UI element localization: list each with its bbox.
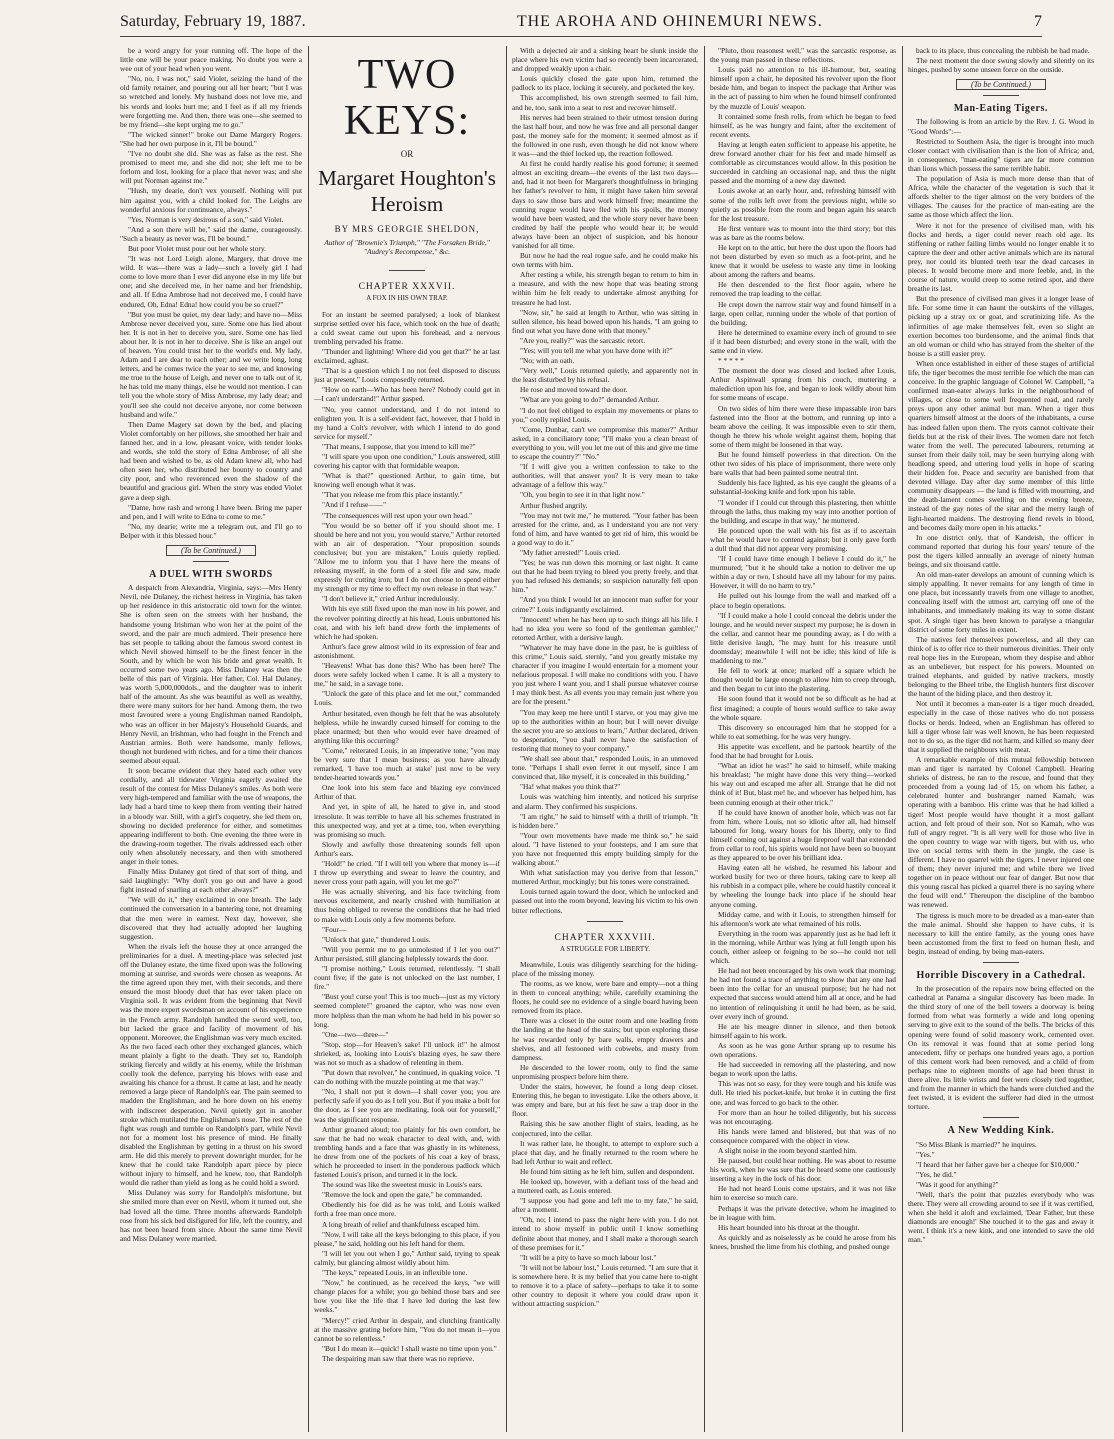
divider (983, 1117, 1019, 1118)
paragraph: "Remove the lock and open the gate," he commanded. (322, 1190, 483, 1200)
duel-heading: A DUEL WITH SWORDS (149, 569, 273, 581)
paragraph: "What are you going to do?" demanded Arthur. (520, 395, 660, 405)
paragraph: "That is a question which I no not feel disposed to discuss just at present," Louis composedly returned. (314, 366, 500, 385)
paragraph: "Yes, Norman is very desirous of a son," said Violet. (128, 214, 284, 224)
paragraph: The tigress is much more to be dreaded as a man-eater than the male animal. Should she happen to have cubs, it is necessary to kill the entire family, as the young ones have been accustomed from the first to feed on human flesh, and begin, instead of ending, by being man-eaters. (908, 910, 1094, 956)
paragraph: "Stop, stop—for Heaven's sake! I'll unlock it!" he almost shrieked, as, looking into Louis's blazing eyes, he saw there was not so much as a shadow of relenting in them. (314, 1039, 500, 1067)
column-rule (506, 46, 507, 1432)
serial-ending (908, 46, 1094, 74)
paragraph: The following is from an article by the Rev. J. G. Wood in "Good Words":— (908, 117, 1094, 136)
tigers-article (908, 117, 1094, 956)
paragraph: When once established in either of these stages of artificial life, the tiger becomes the most terrible foe which the man can conceive. In the graphic language of Colonel W. Campbell, "a confirmed man-eater always lurks in the neighbourhood of villages, or close to some well frequented road, and rarely preys upon any other animal but man. When a tiger thus quarters himself almost at the doors of the inhabitants, a curse has indeed fallen upon them. The ryots cannot cultivate their fields but at the risk of their lives. The women dare not fetch water from the well. The perecuted labourers, returning at sunset from their daily toil, may be seen hurrying along with headlong speed, and uttering loud yells in hope of scaring their hidden foe. Peace and security are banished from that devoted village. Day after day some member of this little community disappears — the land is filled with mourning, and the death-lament comes swelling on the evening breeze, instead of the gay notes of the sitar and the merry laugh of light-hearted maidens. The destroying fiend revels in blood, and becomes daily more open in his attacks." (908, 358, 1094, 532)
paragraph: "Now, sir," he said at length to Arthur, who was sitting in sullen silence, his head bowed upon his hands, "I am going to find out what you have done with that money." (512, 307, 698, 335)
paragraph: An old man-eater develops an amount of cunning which is simply appalling. It never remains for any length of time in one place, but incessantly travels from one village to another, concealing itself with the utmost art, carrying off one of the inhabitants, and immediately making its way to some distant spot. A single tiger has been known to paralyse a triangular district of some forty miles in extent. (908, 570, 1094, 634)
paragraph: "I heard that her father gave her a cheque for $10,000." (916, 1159, 1080, 1169)
paragraph: Meanwhile, Louis was diligently searching for the hiding-place of the missing money. (512, 959, 698, 978)
paragraph: The rooms, as we know, were bare and empty—not a thing in them to conceal anything; while, carefully examining the floors, he could see no evidence of a single board having been removed from its place. (512, 979, 698, 1016)
paragraph: He paused, but could hear nothing. He was about to resume his work, when he was sure that he heard some one cautiously inserting a key in the lock of his door. (710, 1156, 896, 1184)
paragraph: "You may keep me here until I starve, or you may give me up to the authorities within an hour; but I will never divulge the secret you are so anxious to learn," Arthur declared, driven to desperation, "you shall never have the satisfaction of restoring that money to your company." (512, 707, 698, 753)
paragraph: At first he could hardly realise his good fortune; it seemed almost an exciting dream—the events of the last two days—and, had it not been for Margaret's thoughtfulness in bringing her father's revolver to him, it might have taken him several days to saw those bars and work himself free; meantime the cunning rogue would have fled with his spoils, the money would have been wasted, and the whole story never have been credited by half the people who would hear it; he would always have been an object of suspicion, and his honour vanished for all time. (512, 159, 698, 250)
issue-date: Saturday, February 19, 1887. (120, 13, 306, 30)
paragraph: Were it not for the presence of civilised man, with his flocks and herds, a tiger could never reach old age. Its stiffening or rather failing limbs would no longer enable it to capture the deer and other active animals which are its natural prey, nor could its blunted teeth tear the dead carcases in pieces. It would become more and more feeble, and, in the course of nature, would creep to some retired spot, and there breathe its last. (908, 220, 1094, 294)
paragraph: "Unlock that gate," thundered Louis. (322, 934, 431, 944)
paragraph: "The keys," repeated Louis, in an inflexible tone. (322, 1268, 468, 1278)
paragraph: "Yes, he did." (916, 1169, 957, 1179)
paragraph: But now he had the real rogue safe, and he could make his own terms with him. (512, 251, 698, 270)
paragraph: He was actually shivering, and his face twitching from nervous excitement, and nearly crushed with humiliation at thus being obliged to reverse the conditions that he had tried to make with Louis only a few moments before. (314, 887, 500, 924)
paragraph: back to its place, thus concealing the rubbish he had made. (916, 46, 1090, 55)
paragraph: "Yes." (916, 1149, 935, 1159)
paragraph: With what satisfaction may you derive from that lesson," muttered Arthur, mockingly; but his tones were constrained. (512, 868, 698, 887)
page-number: 7 (1033, 13, 1042, 30)
paragraph: He fell to work at once; marked off a square which he thought would be large enough to allow him to creep through, and then began to cut into the plastering. (710, 666, 896, 694)
paragraph: If he could have known of another hole, which was not far from him, where Louis, not so idiotic after all, had himself laboured for long, weary hours for his liberty, only to find himself coming out against a huge fireproof wall that extended from cellar to roof, his spirits would not have been so buoyant as they appeared to be over his brilliant idea. (710, 807, 896, 863)
paragraph: As quickly and as noiselessly as he could he arose from his knees, brushed the lime from his clothing, and pushed ounge (710, 1232, 896, 1251)
paragraph: But poor Violet must pour out her whole story. (128, 243, 266, 253)
paragraph: "Yes; he was run down this morning or last night. It came out that he had been trying to bleed you pretty freely, and that you had refused his demands; so suspicion naturally fell upon him." (512, 558, 698, 595)
paragraph: He first venture was to mount into the third story; but this was as bare as the rooms below. (710, 223, 896, 242)
paragraph: "Now, I will take all the keys belonging to this place, if you please," he said, holding out his left hand for them. (314, 1229, 500, 1248)
paragraph: He had not heard Louis come upstairs, and it was not like him to exercise so much care. (710, 1184, 896, 1203)
paragraph: "Innocent! when he has been up to such things all his life. I had no idea you were so fond of the gentleman gambler," retorted Arthur, with a derisive laugh. (512, 614, 698, 642)
paragraph: "No; with an oath. (520, 356, 575, 366)
paragraph: For an instant he seemed paralysed; a look of blankest surprise settled over his face, which took on the hue of death; a cold sweat came out upon his forehead, and a nervous trembling pervaded his frame. (314, 309, 500, 346)
paragraph: "Heavens! What has done this? Who has been here? The doors were safely locked when I came. It is all a mystery to me," he said, in a savage tone. (314, 661, 500, 689)
paragraph: "I do not feel obliged to explain my movements or plans to you," coolly replied Louis. (512, 405, 698, 424)
paragraph: "Unlock the gate of this place and let me out," commanded Louis. (314, 689, 500, 708)
paragraph: "Well, that's the point that puzzles everybody who was there. They were all crowding around to see if it was certified, when she held it aloft and exclaimed, 'Dear Father, but these diamonds are enough!' She touched it to the gas and away it went. I think it's a new kink, and one intended to save the old man." (908, 1189, 1094, 1245)
paragraph: Arthur flushed angrily. (520, 500, 588, 510)
paragraph: Raising this he saw another flight of stairs, leading, as he conjectured, into the cellar. (512, 1119, 698, 1138)
column-4 (710, 46, 896, 1432)
story-continuation (120, 46, 302, 540)
divider (193, 561, 229, 562)
paragraph: The sound was like the sweetest music in Louis's ears. (322, 1180, 483, 1190)
paragraph: "If I could make a hole I could conceal the debris under the lounge, and he would never suspect my purpose; he is down in the cellar, and cannot hear me pounding away, as I do with a little derisive laugh, "he may hunt for his treasure until doomsday; meanwhile I will not be idle; this kind of life is maddening to me." (710, 610, 896, 666)
paragraph: * * * * * (718, 356, 744, 366)
paragraph: "And if I refuse——" (322, 500, 387, 510)
paragraph: "The consequences will rest upon your own head." (322, 510, 473, 520)
paragraph: "Dame, how rash and wrong I have been. Bring me paper and pen, and I will write to Edna to come to me." (120, 502, 302, 521)
paragraph: "It will be a pity to have so much labour lost." (520, 1252, 657, 1262)
divider (389, 270, 425, 271)
cathedral-heading: Horrible Discovery in a Cathedral. (916, 970, 1086, 981)
paragraph: "I don't believe it," cried Arthur incredulously. (322, 594, 460, 604)
paragraph: "If I could have time enough I believe I could do it," he murmured; "but it he should take a notion to deliver me up within a day or two, I should have all my labour for my pains. However, it will do no harm to try." (710, 554, 896, 591)
tigers-heading: Man-Eating Tigers. (953, 103, 1049, 115)
wedding-kink-article (908, 1140, 1094, 1245)
paragraph: "Was it good for anything?" (916, 1179, 999, 1189)
paragraph: "Thunder and lightning! Where did you get that?" he at last exclaimed, aghast. (314, 346, 500, 366)
paragraph: He looked up, however, with a defiant toss of the head and a muttered oath, as Louis entered. (512, 1176, 698, 1196)
paragraph: be a word angry for your running off. The hope of the little one will be your peace making. No doubt you were a wee out of your head when you went. (120, 46, 302, 74)
cathedral-article (908, 984, 1094, 1111)
divider (983, 95, 1019, 96)
paragraph: The moment the door was closed and locked after Louis, Arthur Aspinwall sprang from his couch, muttering a malediction upon his foe, and began to look wildly about him for some means of escape. (710, 366, 896, 403)
paragraph: The population of Asia is much more dense than that of Africa, while the character of the vegetation is such that it affords shelter to the tiger almost on the very borders of the villages. The causes for the practice of man-eating are the same as those which affect the lion. (908, 174, 1094, 220)
paragraph: And yet, in spite of all, he hated to give in, and stood irresolute. It was terrible to have all his schemes frustrated in this unexpected way, and yet at a time, too, when everything was promising so much. (314, 802, 500, 839)
divider (587, 921, 623, 922)
paragraph: He kept on to the attic, but here the dust upon the floors had not been disturbed by even so much as a foot-print, and he knew that it would be useless to waste any time in looking about among the rafters and beams. (710, 242, 896, 280)
paragraph: "Now," he continued, as he received the keys, "we will change places for a while; you go behind those bars and see how you like the life that I have led during the last few weeks." (314, 1278, 500, 1315)
paragraph: One look into his stern face and blazing eye convinced Arthur of that. (314, 783, 500, 802)
paragraph: Suddenly his face lighted, as his eye caught the gleams of a substantial-looking knife and fork upon his table. (710, 478, 896, 497)
paragraph: Having eaten all he wished, he resumed his labour and worked busily for two or three hours, taking care to keep all his rubbish in a compact pile, where he could hastily conceal it by wheeling the lounge back into place if he should hear anyone coming. (710, 863, 896, 909)
paragraph: He descended to the lower room, only to find the same unpromising prospect before him there. (512, 1062, 698, 1081)
paragraph: His appetite was excellent, and he partook heartily of the food that he had brought for Louis. (710, 741, 896, 761)
paragraph: In one district only, that of Kandeish, the officer in command reported that during his four years' tenure of the post the tigers killed annually an average of ninety human beings, and six thousand cattle. (908, 532, 1094, 569)
paragraph: With his eye still fixed upon the man now in his power, and the revolver pointing directly at his head, Louis unbuttoned his coat, and with his left hand drew forth the implements of which he had spoken. (314, 604, 500, 641)
paragraph: Midday came, and with it Louis, to strengthen himself for his afternoon's work ate what remained of his rolls. (710, 909, 896, 928)
paragraph: He found him sitting as he left him, sullen and despondent. (520, 1166, 695, 1176)
paragraph: With a dejected air and a sinking heart he slunk inside the place where his own victim had so recently been incarcerated, and dropped weakly upon a chair. (512, 46, 698, 74)
paragraph: But the presence of civilised man gives it a longer lease of life. For some time it can haunt the outskirts of the villages, picking up a stray ox or goat, and scrutinizing life. As the infirmities of age make themselves felt, even so slight an exertion becomes too burdensome, and the animal finds that an old woman or child who has strayed from the shelter of the house is a still easier prey. (908, 294, 1094, 358)
paragraph: He had succeeded in removing all the plastering, and now began to work upon the laths. (710, 1060, 896, 1079)
chapter-heading: CHAPTER XXXVII. (358, 282, 456, 293)
paragraph: He crept down the narrow stair way and found himself in a large, open cellar, running under the whole of that portion of the building. (710, 299, 896, 327)
paragraph: This accomplished, his own strength seemed to fail him, and he, too, sank into a seat to rest and recover himself. (512, 93, 698, 112)
paragraph: The next moment the door swung slowly and silently on its hinges, pushed by some unseen force on the outside. (908, 56, 1094, 75)
paragraph: "Oh, no; I intend to pass the night here with you. I do not intend to show myself in public until I know something definite about that money, and I shall make a thorough search of these premises for it." (512, 1215, 698, 1252)
paragraph: "I am right," he said to himself with a thrill of triumph. "It is hidden here." (512, 811, 698, 830)
column-5 (908, 46, 1094, 1432)
newspaper-title: THE AROHA AND OHINEMURI NEWS. (516, 13, 823, 30)
paragraph: "I wonder if I could cut through this plastering, then whittle through the laths, thus making my way into another portion of the building, and escape in that way," he muttered. (710, 497, 896, 525)
paragraph: Arthur's face grew almost wild in its expression of fear and astonishment. (314, 641, 500, 660)
paragraph: On two sides of him there were these impassable iron bars fastened into the floor at the bottom, and running up into a beam above the ceiling. It was impossible even to stir them, though he threw his whole weight against them, hoping that some of them might be loosened in that way. (710, 403, 896, 449)
paragraph: He rose and moved toward the door. (520, 385, 628, 395)
paragraph: Here he determined to examine every inch of ground to see if it had been disturbed; and every stone in the wall, with the same end in view. (710, 327, 896, 355)
serial-title: TWO KEYS: (343, 52, 471, 144)
paragraph: "And you think I would let an innocent man suffer for your crime?" Louis indignantly exclaimed. (512, 595, 698, 614)
paragraph: "Your own movements have made me think so," he said aloud. "I have listened to your footsteps, and I am sure that you have not frequented this empty building simply for the walking about." (512, 830, 698, 868)
paragraph: Louis turned again toward the door, which he unlocked and passed out into the room beyond, leaving his victim to his own bitter reflections. (512, 887, 698, 915)
paragraph: But he found himself powerless in that direction. On the other two sides of his place of imprisonment, there were only bare walls that had been painted some neutral tint. (710, 450, 896, 478)
paragraph: "But you must be quiet, my dear lady; and have no—Miss Ambrose never deceived you, sure. Some one has lied about her. It is not in her to deceive you, sure. Some one has lied about her. It is not in her to deceive. She is like an angel out of heaven. You could trust her to the world's end. My lady, Adam and I are dear to each other; and we write long, long letters, and he comes twice the year to see me, and knowing me true to the house of Leigh, and never one to talk out of it, he has told me many things, else he would not mention. I can tell you the whole story of Miss Ambrose, my lady dear; and you'll see she could not deceive anyone, nor come between husband and wife." (120, 309, 302, 419)
serial-text-chapter-38 (512, 960, 698, 1308)
paragraph: "Bust you! curse you! This is too much—just as my victory seemed complete!" groaned the captor, who was now even more helpless than the man whom he had held in his power so long. (314, 992, 500, 1029)
paragraph: A despatch from Alexandria, Virginia, says:—Mrs Henry Nevil, née Dulaney, the richest heiress in Virginia, has taken up her residence in this aristocratic old town for the winter. She is often seen on the streets with her husband, the handsome young Irishman who won her at the point of the sword, and the pair are much admired. Their presence here has set people to talking about the famous sword contest in which Nevil showed himself to be the finest fencer in the South, and by which he won his bride and great wealth. It occurred some two years ago. Miss Dulaney was then the belle of this part of Virginia. Her father, Col. Hal Dulaney, was worth 5,000,000dols., and the daughter was to inherit half of the amount. As she was beautiful as well as wealthy, there were many suitors for her hand. Among them, the two most favoured were a young Englishman named Randolph, who was an officer in her Majesty's Household Guards, and Henry Nevil, an Irishman, who had fought in the French and Austrian armies. Both were handsome, manly fellows, though not burdened with riches, and for a time their chances seemed about equal. (120, 583, 302, 765)
continued-notice: (To be Continued.) (908, 80, 1094, 89)
paragraph: It contained some fresh rolls, from which he began to feed himself, as he was hungry and faint, after the excitement of recent events. (710, 111, 896, 139)
paragraph: A remarkable example of this mutual fellowship between man and tiger is narrated by Colonel Campbell. Hearing shrieks of distress, he ran to the rescue, and found that they proceeded from a young lad of 15, on whom his father, a celebrated hunter and bushranger named Kamah, was operating with a bamboo. His crime was that he had killed a tiger! Most people would have thought it a most gallant action, and felt proud of their son. Not so Kamah, who was full of angry regret. "It is all very well for those who live in the open country to wage war with tigers, but with us, who live on social terms with them in the jungle, the case is different. I have no quarrel with the tigers. I never injured one of them; they never injured me; and while there we lived together on in peace without our fear of danger. But now that this young rascal has picked a quarrel there is no saying where the feud will end." Thereupon the discipline of the bamboo was renewed. (908, 754, 1094, 910)
column-2 (314, 46, 500, 1432)
paragraph: Having at length eaten sufficient to appease his appetite, he drew forward another chair for his feet and made himself as comfortable as circumstances would allow. In this position he succeeded in catching an occasional nap, and thus the night passed and the morning of a new day dawned. (710, 139, 896, 186)
paragraph: This was not so easy, for they were tough and his knife was dull. He tried his pocket-knife, but broke it in cutting the first one, and was forced to go back to the other. (710, 1079, 896, 1107)
serial-text-continued (512, 46, 698, 915)
column-rule (308, 46, 309, 1432)
serial-subtitle: Margaret Houghton's Heroism (318, 166, 496, 217)
paragraph: There was a closet in the outer room and one leading from the landing at the head of the stairs; but upon exploring these he was rewarded only by bare walls, empty drawers and shelves, and all festooned with cobwebs, and musty from dampness. (512, 1016, 698, 1062)
paragraph: Everything in the room was apparently just as he had left it in the morning, while Arthur was lying at full length upon his couch, either asleep or feigning to be so—he could not tell which. (710, 928, 896, 966)
column-rule (704, 46, 705, 1432)
paragraph: Louis awoke at an early hour, and, refreshing himself with some of the rolls left over from the previous night, while so quietly as possible from the room and began again his search for the lost treasure. (710, 186, 896, 223)
paragraph: "Hold!" he cried. "If I will tell you where that money is—if I throw up everything and swear to leave the country, and never cross your path again, will you let me go?" (314, 859, 500, 887)
paragraph: It soon became evident that they hated each other very cordially, and all tidewater Virginia eagerly awaited the result of the contest for Miss Dulaney's smiles. As both were very high-tempered and familiar with the use of weapons, the lady had a hard time to keep them from venting their hatred in a bloody war. Still, with a girl's coquetry, she led them on, showing no decided preference for either, and sometimes appearing indifferent to both. One evening the three were in the drawing-room together. The rivals addressed each other only when absolutely necessary, and then with smothered anger in their tones. (120, 766, 302, 866)
paragraph: "Put down that revolver," he continued, in quaking voice. "I can do nothing with the muzzle pointing at me that way." (314, 1068, 500, 1087)
paragraph: His hands were lamed and blistered, but that was of no consequence compared with the object in view. (710, 1126, 896, 1145)
paragraph: "You may not twit me," he muttered. "Your father has been arrested for the crime, and, as I understand you are not very fond of him, and have wanted to get rid of him, this would be a good way to do it." (512, 510, 698, 547)
paragraph: This discovery so encouraged him that he stopped for a while to eat something, for he was very hungry. (710, 722, 896, 741)
paragraph: Then Dame Magery sat down by the bed, and placing Violet comfortably on her pillows, she smoothed her hair and fanned her, and in a low, pleasant voice, with tender looks and words, she told the story of Edna Ambrose; of all she had been and wished to be, as old Adam knew all, who had often seen her, who distributed her bounty to country and city poor, and who reverenced even the shadow of the beautiful and gracious girl. When the story was ended Violet gave a deep sigh. (120, 419, 302, 502)
paragraph: "How on earth—Who has been here? Nobody could get in—I can't understand!" Arthur gasped. (314, 385, 500, 404)
paragraph: Restricted to Southern Asia, the tiger is brought into much closer contact with civilisation than is the lion of Africa; and, in consequence, "man-eating" tigers are far more common than lions which possess the same terrible habit. (908, 136, 1094, 173)
column-1 (120, 46, 302, 1432)
paragraph: For more than an hour he toiled diligently, but his success was not encouraging. (710, 1107, 896, 1126)
paragraph: He soon found that it would not be so difficult as he had at first imagined; a couple of hours would suffice to take away the whole square. (710, 694, 896, 722)
paragraph: "We shall see about that," responded Louis, in an unmoved tone. "Perhaps I shall even ferret it out myself, since I am convinced that, like myself, it is concealed in this building." (512, 754, 698, 782)
paragraph: He pounced upon the wall with his fist as if to ascertain what he would have to contend against; but it only gave forth a dull thud that did not appear very promising. (710, 525, 896, 553)
serial-or: OR (400, 149, 414, 159)
paragraph: As soon as he was gone Arthur sprang up to resume his own operations. (710, 1040, 896, 1060)
paragraph: "One—two—three—" (322, 1029, 389, 1039)
author-credits: Author of "Brownie's Triumph," "The Forsaken Bride," "Audrey's Recompense," &c. (324, 238, 490, 257)
chapter-heading: CHAPTER XXXVIII. (554, 932, 656, 943)
paragraph: He ate his meagre dinner in silence, and then betook himself again to his work. (710, 1021, 896, 1040)
paragraph: "Four— (322, 924, 347, 934)
paragraph: "It was not Lord Leigh alone, Margery, that drove me wild. It was—there was a lady—such a lovely girl I had come to love more than I ever did anyone else in my life but one; and she deceived me, in her name and her friendship, and all. If Edna Ambrose had not deceived me, I could have endured, Oh, Edna! Edna! how could you be so cruel?" (120, 254, 302, 309)
paragraph: Finally Miss Dulaney got tired of that sort of thing, and said laughingly: "Why don't you go out and have a good fight instead of snarling at each other always?" (120, 867, 302, 895)
paragraph: "No, no, I was not," said Violet, seizing the hand of the old family retainer, and pouring out all her heart; "but I was so wretched and lonely. My husband does not love me, and his words and looks hurt me; and I feel as if all my friends were forgetting me. And then, there was one—she seemed to be my friend—she kept urging me to go." (120, 74, 302, 129)
paragraph: After resting a while, his strength began to return to him in a measure, and with the new hope that was beating strong within him he felt ready to undertake almost anything for treasure he had lost. (512, 270, 698, 307)
paragraph: The natives feel themselves powerless, and all they can think of is to offer rice to their numerous divinities. Their only real hope lies in the European, whom they despise and abhor as an unbeliever, but respect for his powers. Mounted on trained elephants, and guided by native trackers, mostly belonging to the Bheel tribe, the English hunters first discover the haunt of the hiding place, and then destroy it. (908, 634, 1094, 699)
paragraph: "Will you permit me to go unmolested if I let you out?" Arthur persisted, still glancing helplessly towards the door. (314, 944, 500, 963)
paragraph: Louis quickly closed the gate upon him, returned the padlock to its place, locking it securely, and pocketed the key. (512, 74, 698, 93)
paragraph: Perhaps it was the private detective, whom he imagined to be in league with him. (710, 1203, 896, 1222)
paragraph: A slight noise in the room beyond startled him. (718, 1145, 857, 1155)
paragraph: Arthur groaned aloud; too plainly for his own comfort, he saw that he had no weak character to deal with, and, with trembling hands and a face that was ghastly in its whiteness, he drew from one of the pockets of his coat a key of brass, which he proceeded to insert in the ponderous padlock which fastened Louis's prison, and turned it in the lock. (314, 1124, 500, 1180)
serial-text-continued (710, 46, 896, 1251)
paragraph: "Yes; will you tell me what you have done with it?" (520, 346, 673, 355)
paragraph: "But I do mean it—quick! I shall waste no time upon you." (322, 1343, 497, 1353)
paragraph: "No, you cannot understand, and I do not intend to enlighten you. It is a self-evident fact, however, that I hold in my hand a Colt's revolver, with which I intend to do good service for myself." (314, 404, 500, 441)
paragraph: "Very well," Louis returned quietly, and apparently not in the least disturbed by his refusal. (512, 366, 698, 385)
paragraph: "And a son there will be," said the dame, courageously. "Such a beauty as never was, I'll be bound." (120, 224, 302, 243)
paragraph: Under the stairs, however, he found a long deep closet. Entering this, he began to investigate. Like the others above, it was empty and bare, but at his feet he saw a trap door in the floor. (512, 1082, 698, 1119)
paragraph: "You would be so better off if you should shoot me. I should be here and not you, you would starve," Arthur retorted with an air of desperation. "Your proposition sounds conclusive; but you are mistaken," Louis quietly replied. "Allow me to inform you that I have here the means of releasing myself, in the form of a steel file and saw, made expressly for cutting iron; but I do not choose to spend either my strength or my time to effect my own release in that way." (314, 520, 500, 594)
paragraph: "That you release me from this place instantly." (322, 490, 463, 500)
paragraph: "Mercy!" cried Arthur in despair, and clutching frantically at the massive grating before him, "You do not mean it—you cannot be so relentless." (314, 1315, 500, 1343)
paragraph: "Pluto, thou reasonest well," was the sarcastic response, as the young man passed in these reflections. (710, 46, 896, 65)
serial-text (314, 310, 500, 1363)
chapter-subtitle: A STRUGGLE FOR LIBERTY. (559, 944, 651, 953)
paragraph: "What an idiot he was!" he said to himself, while making his breakfast; "he might have done this very thing—worked his way out and escaped me after all. Strange that he did not think of it! But, blast me! he, and whoever has helped him, has been cunning enough at their other trick." (710, 761, 896, 807)
paragraph: Louis paid no attention to his ill-humour, but, seating himself upon a chair, he deposited his revolver upon the floor beside him, and began to inspect the package that Arthur was in the act of passing to him when he found himself confronted by the muzzle of Louis' weapon. (710, 65, 896, 111)
paragraph: "I will spare you upon one condition," Louis answered, still covering his captor with that formidable weapon. (314, 451, 500, 471)
paragraph: "We will do it," they exclaimed in one breath. The lady continued the conversation in a bantering tone, not dreaming that the men were in earnest. Next day, however, she discovered that they had actually adopted her laughing suggestion. (120, 895, 302, 941)
paragraph: "Oh, you begin to see it in that light now." (520, 490, 645, 500)
paragraph: "If I will give you a written confession to take to the authorities, will that answer you? It is very mean to take advantage of a fellow this way." (512, 462, 698, 490)
paragraph: "That means, I suppose, that you intend to kill me?" (322, 441, 476, 451)
paragraph: Obediently his foe did as he was told, and Louis walked forth a free man once more. (314, 1200, 500, 1219)
paragraph: "Come," reiterated Louis, in an imperative tone; "you may be very sure that I mean business; as you have already remarked, 'I have too much at stake' just now to be very tender-hearted towards you." (314, 745, 500, 783)
paragraph: "Hush, my dearie, don't vex yourself. Nothing will put him against you, with a child looked for. The Leighs are wonderful anxious for continuance, always." (120, 186, 302, 214)
paragraph: It was rather late, he thought, to attempt to explore such a place that day, and he finally returned to the room where he had left Arthur to wait and reflect. (512, 1138, 698, 1166)
paragraph: "No, my dearie; write me a telegram out, and I'll go to Belper with it this blessed hour." (120, 521, 302, 540)
paragraph: "It will not be labour lost," Louis returned. "I am sure that it is somewhere here. It is my belief that you came here to-night to remove it to a place of safety—perhaps to take it to some other country to deposit it where you could draw upon it without attracting suspicion." (512, 1262, 698, 1309)
paragraph: "I promise nothing," Louis returned, relentlessly. "I shall count five; if the gate is not unlocked on the last number, I fire." (314, 964, 500, 992)
paragraph: "I've no doubt she did. She was as false as the rest. She promised to meet me, and she did not; she left me to be forlorn and lost, looking for a place that never was; and she will put Norman against me." (120, 149, 302, 186)
paragraph: "I will let you out when I go," Arthur said, trying to speak calmly, but glancing almost wildly about him. (314, 1248, 500, 1267)
paragraph: Miss Dulaney was sorry for Randolph's misfortune, but she smiled more than ever on Nevil, whom it turned out, she had loved all the time. Three months afterwards Randolph rose from his sick bed disfigured for life, left the country, and has not been heard from since. About the same time Nevil and Miss Dulaney were married. (120, 1188, 302, 1243)
duel-article (120, 583, 302, 1243)
paragraph: "So Miss Blank is married?" he inquires. (916, 1139, 1037, 1149)
paragraph: He pulled out his lounge from the wall and marked off a place to begin operations. (710, 591, 896, 610)
paragraph: Slowly and awfully those threatening sounds fell upon Arthur's ears. (314, 839, 500, 858)
paragraph: "I suppose you had gone and left me to my fate," he said, after a moment. (512, 1196, 698, 1215)
paragraph: "My father arrested!" Louis cried. (520, 547, 621, 557)
paragraph: Louis was watching him intently, and noticed his surprise and alarm. They confirmed his suspicions. (512, 792, 698, 811)
paragraph: Not until it becomes a man-eater is a tiger much dreaded, especially in the case of those natives who do not possess flocks or herds. Indeed, when an Englishman has offered to kill a tiger whose lair was well known, he has been requested not to do so, as the tiger did not harm, and killed so many deer that it supplied the neighbours with meat. (908, 699, 1094, 754)
paragraph: "No, I shall not put it down—I shall cover you; you are perfectly safe if you do as I tell you. But if you make a bolt for the door, as I see you are meditating, look out for yourself," was the significant response. (314, 1087, 500, 1124)
paragraph: In the prosecution of the repairs now being effected on the cathedral at Panama a singular discovery has been made. In the third story of one of the bell towers a doorway is being formed from what was formerly a wide and long opening serving to give exit to the sound of the bells. The bricks of this opening were found of solid masonry work, cemented over. On its removal it was found that at some period long antecedent, fifty or perhaps one hundred years ago, a portion of this cement work had been removed, and a child of from perhaps nine to eighteen months of age had been thrust in there alive. Its little wrists and feet were closely tied together, and from the manner in which the hands were clutched and the feet twisted, it is evident the sufferer had died in the utmost torture. (908, 984, 1094, 1112)
byline: BY MRS GEORGIE SHELDON, (334, 224, 480, 235)
paragraph: His heart bounded into his throat at the thought. (718, 1222, 860, 1232)
paragraph: A long breath of relief and thankfulness escaped him. (322, 1219, 480, 1229)
chapter-subtitle: A FOX IN HIS OWN TRAP. (366, 294, 448, 303)
wedding-kink-heading: A New Wedding Kink. (947, 1125, 1055, 1137)
paragraph: "Come, Dunbar, can't we compromise this matter?" Arthur asked, in a conciliatory tone; "I'll make you a clean breast of everything to you, will you let me out of this and give me time to escape the country?" "No." (512, 424, 698, 462)
paragraph: The despairing man saw that there was no reprieve. (322, 1353, 475, 1363)
continued-notice: (To be Continued.) (120, 546, 302, 555)
paragraph: "What is that?" questioned Arthur, to gain time, but knowing well enough what it was. (314, 471, 500, 490)
column-3 (512, 46, 698, 1432)
paragraph: His nerves had been strained to their utmost tension during the last half hour, and now he was free and all personal danger past, the money safe for the moment; it seemed almost as if the followed in one rush, even though he did not know where it was—and the thief locked up, the reaction followed. (512, 112, 698, 159)
masthead (120, 8, 1042, 37)
paragraph: Arthur hesitated, even though he felt that he was absolutely helpless, while he inwardly cursed himself for coming to the place unarmed; but then who would ever have dreamed of anything like this occurring? (314, 708, 500, 745)
paragraph: "Ha! what makes you think that?" (520, 782, 621, 792)
paragraph: He had not been encouraged by his own work that morning; he had not found a trace of anything to show that any one had been into the cellar for an unusual purpose; but he had not expected that success would attend him all at once, and he had no intention of relinquishing it until he had been, as he said, over every inch of ground. (710, 966, 896, 1021)
column-rule (902, 46, 903, 1432)
paragraph: He then descended to the first floor again, where he removed the trap leading to the cellar. (710, 280, 896, 299)
paragraph: "The wicked sinner!" broke out Dame Margery Rogers. "She had her own purpose in it, I'll be bound." (120, 129, 302, 148)
paragraph: "Whatever he may have done in the past, he is guiltless of this crime," Louis said, sternly, "and you greatly mistake my character if you imagine I would entertain for a moment your nefarious proposal. I will make no conditions with you. I have you just where I want you, and I shall pursue whatever course I may think best. As all events you may remain just where you are for the present." (512, 642, 698, 707)
paragraph: When the rivals left the house they at once arranged the preliminaries for a duel. A meeting-place was selected just off the Dulaney estate, the time fixed upon was the following morning at sunrise, and swords were chosen as weapons. At the time agreed upon they met, with their seconds, and there ensued the most bloody duel that has ever taken place on Virginia soil. It was evident from the beginning that Nevil was the more expert swordsman on account of his experience in the French army. Randolph handled the sword well, too, but lacked the grace and facility of movement of his opponent. Moreover, the Englishman was very much excited. As the two faced each other they exchanged glances, which meant plainly a fight to the death. They set to, Randolph striking fiercely and wildly at his enemy, while the Irishman coolly took the defence, parrying his blows with ease and awaiting his chance for a thrust. It came at last, and he neatly removed a large piece of Randolph's ear. The pain seemed to madden the Englishman, and he bore down on his enemy with indiscreet desperation. Nevil quietly got in another stroke which mutilated the Englishman's nose. The rest of the fight was rough and tumble on Randolph's part, while Nevil not for a moment lost his presence of mind. He finally disabled the Englishman by getting in a thrust on his sword arm. He did this merely to prevent downright murder, for he knew that he could take Randolph apart piece by piece without injury to himself, and he knew, too, that Randolph would die rather than yield as long as he could hold a sword. (120, 941, 302, 1188)
divider (983, 962, 1019, 963)
paragraph: "Are you, really?" was the sarcastic retort. (520, 335, 646, 345)
